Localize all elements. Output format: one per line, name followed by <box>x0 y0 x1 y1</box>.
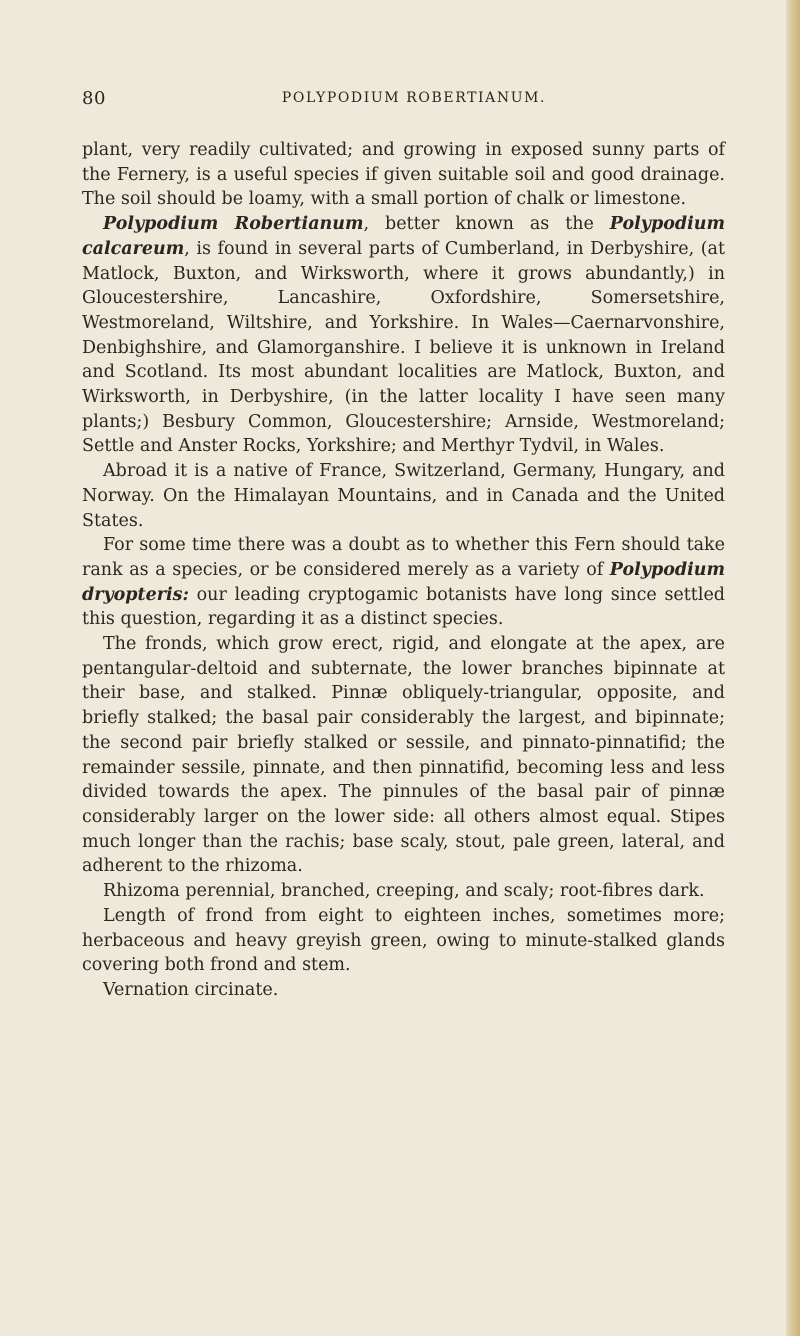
paragraph <box>82 138 725 212</box>
text-run: Abroad it is a native of France, Switzerland, Germany, Hungary, and Norway. On the Himalayan Mountains, and in Canada and the United States. <box>82 461 725 531</box>
species-name: Polypodium Robertianum <box>103 214 364 235</box>
text-run: our leading cryptogamic botanists have long since settled this question, regarding it as a distinct species. <box>82 584 725 630</box>
text-run: Rhizoma perennial, branched, creeping, and scaly; root-fibres dark. <box>103 881 705 902</box>
paragraph <box>82 459 725 533</box>
paragraph <box>82 632 725 879</box>
text-run: , is found in several parts of Cumberland, in Derbyshire, (at Matlock, Buxton, and Wirksworth, where it grows abundantly,) in Gloucestershire, Lancashire, Oxfordshire, Somersetshire, Westmoreland, Wiltshire, and Yorkshire. In Wales—Caernarvonshire, Denbighshire, and Glamorganshire. I believe it is unknown in Ireland and Scotland. Its most abundant localities are Matlock, Buxton, and Wirksworth, in Derbyshire, (in the latter locality I have seen many plants;) Besbury Common, Gloucestershire; Arnside, Westmoreland; Settle and Anster Rocks, Yorkshire; and Merthyr Tydvil, in Wales. <box>82 238 725 457</box>
text-run: plant, very readily cultivated; and growing in exposed sunny parts of the Fernery, is a useful species if given suitable soil and good drainage. The soil should be loamy, with a small portion of chalk or limestone. <box>82 140 725 210</box>
body-text <box>82 138 725 1003</box>
species-name: Polypodium dryopteris: <box>82 559 725 605</box>
page-number: 80 <box>82 88 106 109</box>
paragraph <box>82 533 725 632</box>
text-run: The fronds, which grow erect, rigid, and elongate at the apex, are pentangular-deltoid and subternate, the lower branches bipinnate at their base, and stalked. Pinnæ obliquely-triangular, opposite, and briefly stalked; the basal pair considerably the largest, and bipinnate; the second pair briefly stalked or sessile, and pinnato-pinnatifid; the remainder sessile, pinnate, and then pinnatifid, becoming less and less divided towards the apex. The pinnules of the basal pair of pinnæ considerably larger on the lower side: all others almost equal. Stipes much longer than the rachis; base scaly, stout, pale green, lateral, and adherent to the rhizoma. <box>82 634 725 877</box>
paragraph <box>82 904 725 978</box>
text-run: For some time there was a doubt as to whether this Fern should take rank as a species, or be considered merely as a variety of <box>82 535 725 580</box>
paragraph <box>82 978 725 1003</box>
paragraph <box>82 212 725 459</box>
species-name: Polypodium calcareum <box>82 214 725 259</box>
text-run: Length of frond from eight to eighteen inches, sometimes more; herbaceous and heavy greyish green, owing to minute-stalked glands covering both frond and stem. <box>82 905 725 976</box>
text-run: Vernation circinate. <box>103 979 279 1000</box>
paragraph <box>82 879 725 904</box>
running-title: POLYPODIUM ROBERTIANUM. <box>281 90 547 106</box>
running-head <box>82 88 722 112</box>
text-run: , better known as the <box>363 214 610 235</box>
page-edge <box>786 0 800 1336</box>
